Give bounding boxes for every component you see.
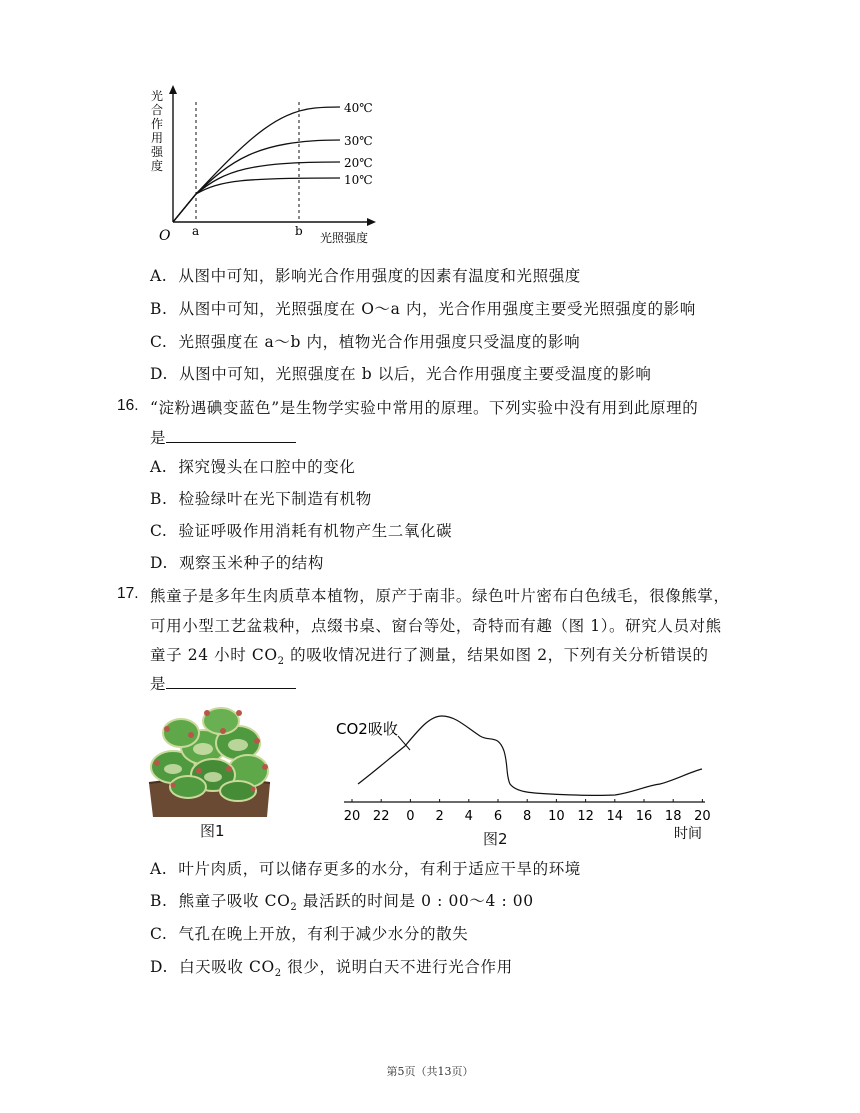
time-tick-label: 8 <box>523 809 532 824</box>
co2-curve <box>358 716 702 795</box>
figure-2-caption: 图2 <box>483 830 508 848</box>
q17-number: 17. <box>117 585 139 602</box>
svg-text:光: 光 <box>151 89 164 103</box>
y-axis-label <box>151 88 164 173</box>
time-tick-label: 4 <box>464 809 473 824</box>
time-tick-label: 20 <box>694 809 711 824</box>
q16-number: 16. <box>117 397 139 414</box>
svg-text:作: 作 <box>151 117 164 131</box>
origin-label: O <box>159 228 171 244</box>
q17-answer-blank[interactable] <box>166 674 296 689</box>
q17-stem-line2: 可用小型工艺盆栽种，点缀书桌、窗台等处，奇特而有趣（图 1）。研究人员对熊 <box>150 617 722 635</box>
x-mark-b: b <box>295 224 303 238</box>
svg-text:度: 度 <box>151 159 164 173</box>
q15-option-c[interactable]: C. 光照强度在 a～b 内，植物光合作用强度只受温度的影响 <box>150 333 581 351</box>
curve-label-20: 20℃ <box>344 156 373 170</box>
q16-stem-line2: 是 <box>150 426 296 448</box>
q16-answer-blank[interactable] <box>166 428 296 443</box>
q17-option-a[interactable]: A. 叶片肉质，可以储存更多的水分，有利于适应干旱的环境 <box>150 860 581 878</box>
time-tick-label: 0 <box>406 809 415 824</box>
svg-text:强: 强 <box>151 145 164 159</box>
time-tick-label: 20 <box>343 809 361 824</box>
co2-absorption-figure <box>330 706 725 846</box>
q15-option-d[interactable]: D. 从图中可知，光照强度在 b 以后，光合作用强度主要受温度的影响 <box>150 365 652 383</box>
time-tick-label: 6 <box>493 809 503 824</box>
time-axis-ticks <box>344 799 711 824</box>
svg-text:用: 用 <box>151 131 164 145</box>
q17-option-d[interactable]: D. 白天吸收 $CO_2$ 很少，说明白天不进行光合作用 <box>150 958 513 980</box>
time-tick-label: 22 <box>372 809 390 824</box>
time-tick-label: 18 <box>664 809 682 824</box>
q17-stem-line1: 熊童子是多年生肉质草本植物，原产于南非。绿色叶片密布白色绒毛，很像熊掌， <box>150 587 730 605</box>
curve-label-40: 40℃ <box>344 101 373 115</box>
y-axis-arrow <box>169 85 177 94</box>
bear-paw-plant-image <box>143 705 276 817</box>
q16-stem-line1: “淀粉遇碘变蓝色”是生物学实验中常用的原理。下列实验中没有用到此原理的 <box>150 399 699 417</box>
time-tick-label: 2 <box>435 809 444 824</box>
curve-10c <box>173 178 340 222</box>
q16-option-c[interactable]: C. 验证呼吸作用消耗有机物产生二氧化碳 <box>150 522 453 540</box>
x-axis-label: 光照强度 <box>320 231 369 245</box>
photosynthesis-figure <box>145 82 390 252</box>
curve-30c <box>173 140 340 222</box>
q16-option-b[interactable]: B. 检验绿叶在光下制造有机物 <box>150 490 372 508</box>
curve-40c <box>173 107 340 222</box>
q17-stem-line3: 童子 24 小时 $CO_2$ 的吸收情况进行了测量，结果如图 2，下列有关分析错误的 <box>150 646 709 668</box>
page-footer: 第5页（共13页） <box>386 1065 474 1078</box>
co2-curve-label: CO2吸收 <box>336 720 398 738</box>
x-mark-a: a <box>192 224 200 238</box>
curve-label-30: 30℃ <box>344 134 373 148</box>
time-axis-label: 时间 <box>674 826 702 842</box>
figure-1-caption: 图1 <box>200 822 225 840</box>
q17-option-c[interactable]: C. 气孔在晚上开放，有利于减少水分的散失 <box>150 925 469 943</box>
q16-option-d[interactable]: D. 观察玉米种子的结构 <box>150 554 324 572</box>
q15-option-b[interactable]: B. 从图中可知，光照强度在 O～a 内，光合作用强度主要受光照强度的影响 <box>150 300 696 318</box>
q15-option-a[interactable]: A. 从图中可知，影响光合作用强度的因素有温度和光照强度 <box>150 267 581 285</box>
svg-text:合: 合 <box>151 103 164 117</box>
q16-option-a[interactable]: A. 探究馒头在口腔中的变化 <box>150 458 356 476</box>
x-axis-arrow <box>367 218 376 226</box>
q17-stem-line4: 是 <box>150 672 296 694</box>
time-tick-label: 16 <box>635 809 653 824</box>
time-tick-label: 14 <box>606 809 624 824</box>
q17-option-b[interactable]: B. 熊童子吸收 $CO_2$ 最活跃的时间是 0 : 00～4 : 00 <box>150 892 534 914</box>
time-tick-label: 12 <box>577 809 594 824</box>
time-tick-label: 10 <box>548 809 565 824</box>
curve-label-10: 10℃ <box>344 173 373 187</box>
